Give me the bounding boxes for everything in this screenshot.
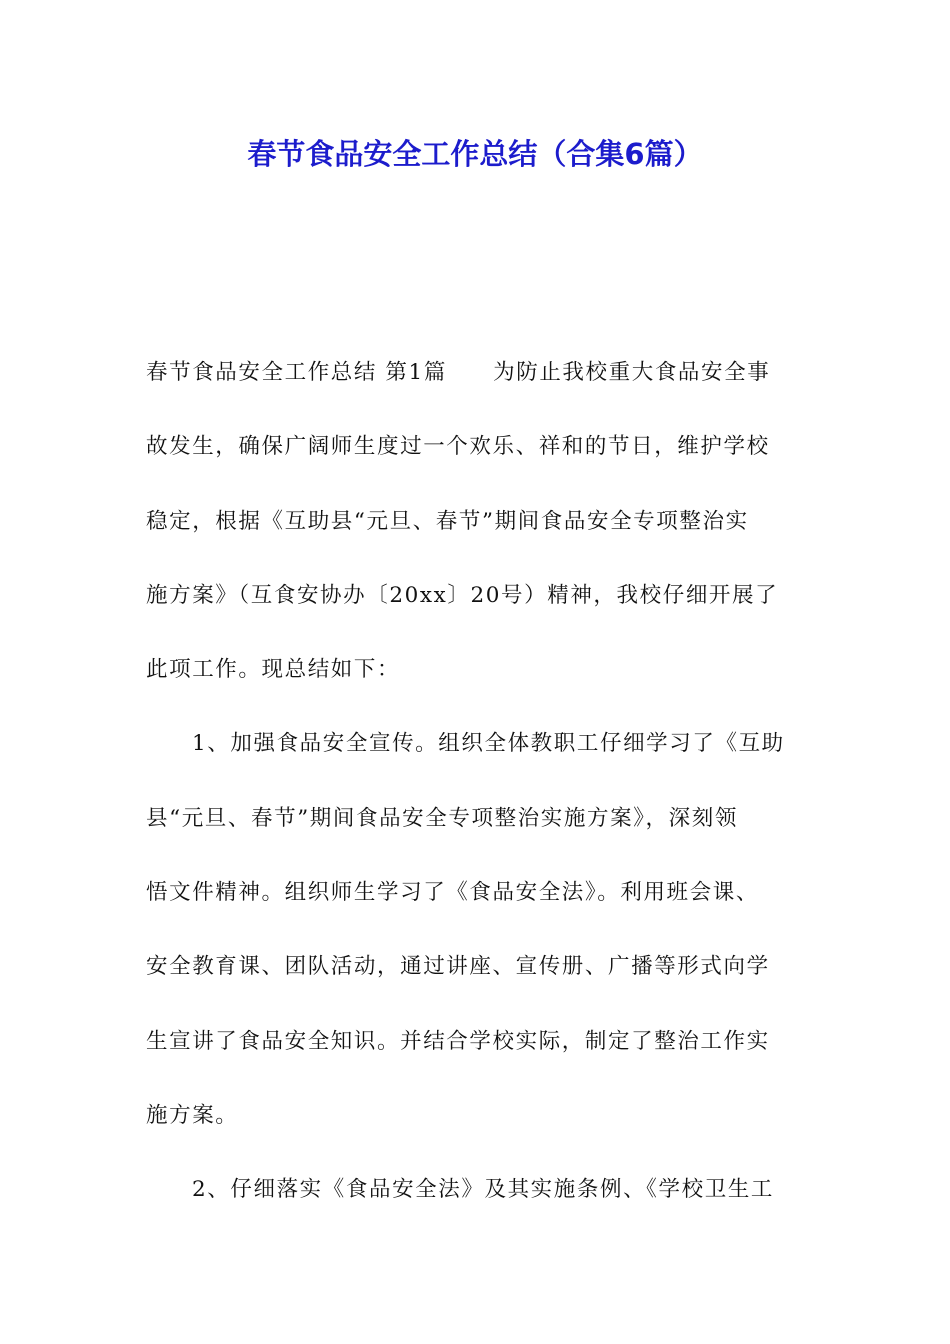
body-line: 春节食品安全工作总结 第1篇 为防止我校重大食品安全事 [146,360,771,385]
body-line: 施方案》（互食安协办〔20xx〕20号）精神，我校仔细开展了 [146,582,779,608]
paragraph-2-start: 2、仔细落实《食品安全法》及其实施条例、《学校卫生工 [192,1177,775,1203]
body-line: 县“元旦、春节”期间食品安全专项整治实施方案》，深刻领 [146,805,738,831]
document-body [146,336,806,1228]
body-line: 稳定，根据《互助县“元旦、春节”期间食品安全专项整治实 [146,508,749,534]
body-line: 故发生，确保广阔师生度过一个欢乐、祥和的节日，维护学校 [146,434,770,460]
paragraph-1-start: 1、加强食品安全宣传。组织全体教职工仔细学习了《互助 [192,731,785,757]
body-line: 施方案。 [146,1102,239,1128]
body-line: 此项工作。现总结如下： [146,657,401,683]
body-line: 安全教育课、团队活动，通过讲座、宣传册、广播等形式向学 [146,954,770,980]
body-line: 生宣讲了食品安全知识。并结合学校实际，制定了整治工作实 [146,1028,770,1054]
body-line: 悟文件精神。组织师生学习了《食品安全法》。利用班会课、 [146,880,759,906]
document-title: 春节食品安全工作总结（合集6篇） [247,137,703,171]
